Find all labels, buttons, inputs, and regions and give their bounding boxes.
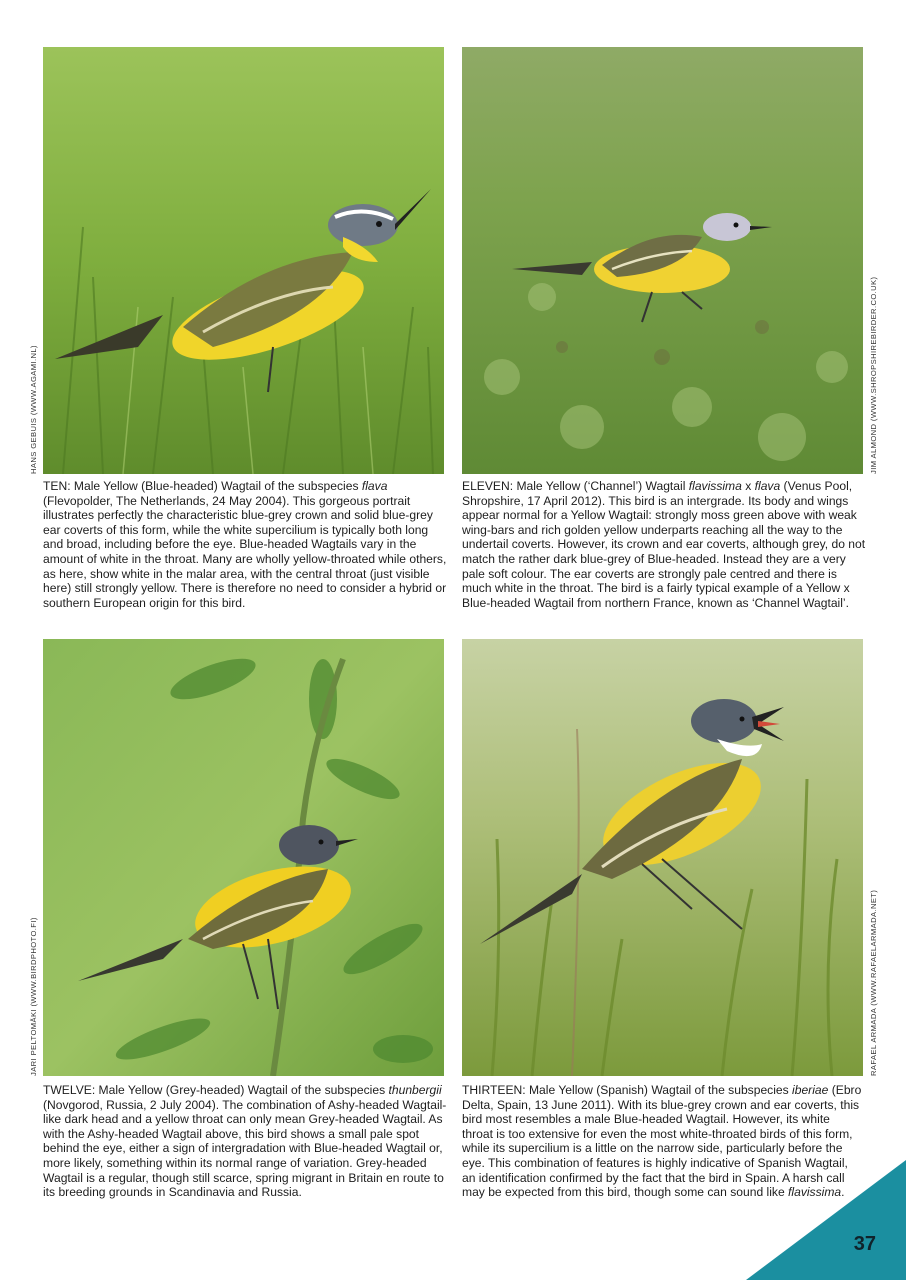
caption-ten [43, 479, 447, 610]
caption-eleven-x: x [741, 479, 755, 493]
page-number: 37 [853, 1233, 876, 1255]
caption-eleven-italic-2: flava [754, 479, 781, 493]
photo-credit-eleven: JIM ALMOND (WWW.SHROPSHIREBIRDER.CO.UK) [869, 276, 878, 474]
photo-twelve [43, 639, 444, 1076]
corner-triangle [746, 1160, 906, 1280]
photo-ten [43, 47, 444, 474]
caption-twelve [43, 1083, 447, 1200]
caption-ten-italic: flava [361, 479, 388, 493]
photo-credit-ten: HANS GEBUIS (WWW.AGAMI.NL) [29, 345, 38, 474]
caption-twelve-text-2: (Novgorod, Russia, 2 July 2004). The combination of Ashy-headed Wagtail-like dark head and a yellow throat can only mean Grey-headed Wagtail. As with the Ashy-headed Wagtail above, this bird shows a small pale spot behind the eye, either a sign of intergradation with Blue-headed Wagtail or, more likely, something within its normal range of variation. Grey-headed Wagtail is a regular, though still scarce, spring migrant in Britain en route to its breeding grounds in Scandinavia and Russia. [43, 1097, 447, 1200]
photo-eleven [462, 47, 863, 474]
caption-twelve-text: TWELVE: Male Yellow (Grey-headed) Wagtail of the subspecies [43, 1083, 389, 1097]
caption-thirteen-text-2: (Ebro Delta, Spain, 13 June 2011). With its blue-grey crown and ear coverts, this bird most resembles a male Blue-headed Wagtail. However, its white throat is too extensive for even the most white-throated birds of this form, while its supercilium is a little on the narrow side, particularly before the eye. This combination of features is highly indicative of Spanish Wagtail, an identification confirmed by the fact that the bird in Spain. A harsh call may be expected from this bird, though some can sound like [462, 1083, 862, 1200]
caption-eleven-italic: flavissima [688, 479, 742, 493]
caption-thirteen-italic: iberiae [792, 1083, 829, 1097]
caption-eleven-text-2: (Venus Pool, Shropshire, 17 April 2012). This bird is an intergrade. Its body and wings appear normal for a Yellow Wagtail: strongly moss green above with weak wing-bars and rich golden yellow underparts reaching all the way to the undertail coverts. However, its crown and ear coverts, although grey, do not match the rather dark blue-grey of Blue-headed. Instead they are a very pale soft colour. The ear coverts are strongly pale centred and there is much white in the throat. The bird is a fairly typical example of a Yellow x Blue-headed Wagtail from northern France, known as ‘Channel Wagtail’. [462, 479, 866, 610]
caption-thirteen-italic-end: flavissima [788, 1185, 842, 1200]
caption-eleven [462, 479, 866, 610]
caption-ten-text: TEN: Male Yellow (Blue-headed) Wagtail of the subspecies [43, 479, 362, 493]
caption-thirteen-end: . [841, 1185, 845, 1200]
caption-twelve-italic: thunbergii [388, 1083, 442, 1097]
photo-credit-thirteen: RAFAEL ARMADA (WWW.RAFAELARMADA.NET) [869, 889, 878, 1076]
photo-credit-twelve: JARI PELTOMÄKI (WWW.BIRDPHOTO.FI) [29, 917, 38, 1076]
caption-ten-text-2: (Flevopolder, The Netherlands, 24 May 2004). This gorgeous portrait illustrates perfectly the characteristic blue-grey crown and solid blue-grey ear coverts of this form, while the white supercilium is typically both long and broad, including before the eye. Blue-headed Wagtails vary in the amount of white in the throat. Many are wholly yellow-throated while others, as here, show white in the malar area, with the central throat (just visible here) still strongly yellow. There is therefore no need to consider a hybrid or southern European origin for this bird. [43, 493, 447, 610]
page-corner-decoration [746, 1160, 906, 1280]
photo-thirteen [462, 639, 863, 1076]
caption-eleven-text: ELEVEN: Male Yellow (‘Channel’) Wagtail [462, 479, 689, 493]
caption-thirteen-text: THIRTEEN: Male Yellow (Spanish) Wagtail of the subspecies [462, 1083, 793, 1097]
